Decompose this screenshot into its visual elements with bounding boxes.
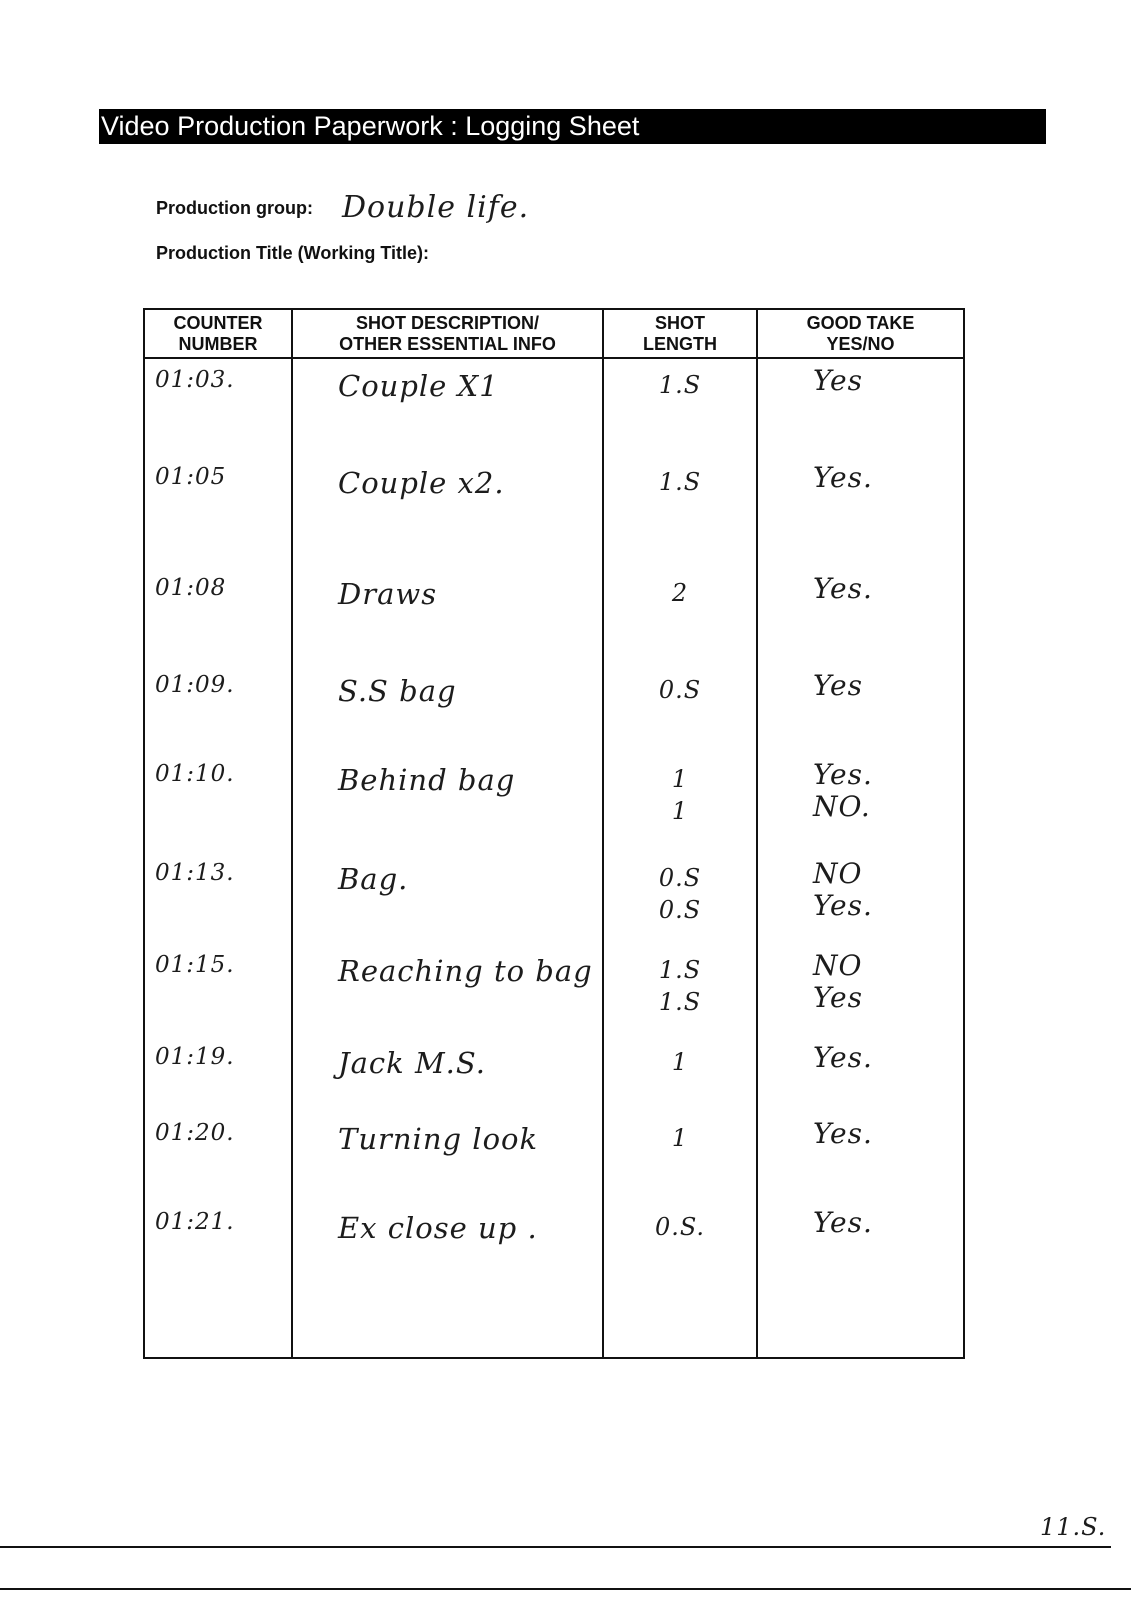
shot-description: Reaching to bag (292, 944, 603, 1036)
shot-length-value: 2 (671, 579, 689, 607)
counter-number: 01:13. (144, 852, 292, 944)
shot-length-value: 1.S (658, 988, 702, 1016)
empty-cell (292, 1317, 603, 1358)
table-row-empty (144, 1317, 964, 1358)
header-good-take: GOOD TAKE YES/NO (757, 309, 964, 358)
empty-cell (144, 1317, 292, 1358)
shot-length (603, 358, 757, 456)
table-body (144, 358, 964, 1358)
shot-description: Draws (292, 567, 603, 664)
good-take-value: NO (813, 949, 863, 982)
production-group-value: Double life. (342, 190, 530, 225)
shot-description: Turning look (292, 1112, 603, 1201)
table-header-row (144, 309, 964, 358)
empty-cell (757, 1317, 964, 1358)
shot-length-value: 1 (671, 797, 689, 825)
shot-length-value: 1.S (658, 371, 702, 399)
empty-cell (603, 1317, 757, 1358)
shot-length (603, 753, 757, 852)
good-take-value: Yes. (813, 1117, 873, 1150)
good-take (757, 1112, 964, 1201)
counter-number: 01:20. (144, 1112, 292, 1201)
table-row (144, 944, 964, 1036)
shot-length-value: 1 (671, 765, 689, 793)
good-take-value: NO. (813, 790, 871, 823)
counter-number: 01:05 (144, 456, 292, 567)
sheet-title: Video Production Paperwork : Logging Sheet (99, 109, 1046, 144)
shot-length-value: 1.S (658, 956, 702, 984)
table-row (144, 358, 964, 456)
counter-number: 01:21. (144, 1201, 292, 1317)
table-row (144, 567, 964, 664)
good-take-value: Yes (813, 669, 863, 702)
good-take-value: NO (813, 857, 863, 890)
good-take (757, 456, 964, 567)
divider-line (0, 1546, 1111, 1548)
table-row (144, 1112, 964, 1201)
counter-number: 01:08 (144, 567, 292, 664)
shot-length-value: 1 (671, 1124, 689, 1152)
shot-length (603, 664, 757, 753)
table-row (144, 1201, 964, 1317)
counter-number: 01:03. (144, 358, 292, 456)
counter-number: 01:10. (144, 753, 292, 852)
shot-length-value: 0.S (658, 896, 702, 924)
table-row (144, 852, 964, 944)
header-shot-length: SHOT LENGTH (603, 309, 757, 358)
good-take-value: Yes (813, 364, 863, 397)
shot-description: Couple x2. (292, 456, 603, 567)
shot-length-value: 1.S (658, 468, 702, 496)
good-take-value: Yes. (813, 758, 873, 791)
good-take (757, 1036, 964, 1112)
production-title-label: Production Title (Working Title): (156, 243, 429, 263)
shot-length-value: 1 (671, 1048, 689, 1076)
good-take (757, 753, 964, 852)
good-take (757, 358, 964, 456)
shot-length (603, 852, 757, 944)
good-take (757, 944, 964, 1036)
shot-length-value: 0.S. (654, 1213, 706, 1241)
table-row (144, 664, 964, 753)
shot-description: Jack M.S. (292, 1036, 603, 1112)
shot-description: Bag. (292, 852, 603, 944)
counter-number: 01:09. (144, 664, 292, 753)
good-take-value: Yes. (813, 572, 873, 605)
good-take (757, 664, 964, 753)
shot-length (603, 1112, 757, 1201)
shot-length (603, 944, 757, 1036)
production-group-label: Production group: (156, 198, 313, 218)
shot-description: Couple X1 (292, 358, 603, 456)
shot-length (603, 567, 757, 664)
header-shot-description: SHOT DESCRIPTION/ OTHER ESSENTIAL INFO (292, 309, 603, 358)
counter-number: 01:19. (144, 1036, 292, 1112)
table-row (144, 1036, 964, 1112)
shot-length (603, 1201, 757, 1317)
divider-line (0, 1588, 1131, 1590)
shot-description: S.S bag (292, 664, 603, 753)
table-row (144, 456, 964, 567)
shot-length-value: 0.S (658, 676, 702, 704)
counter-number: 01:15. (144, 944, 292, 1036)
good-take-value: Yes. (813, 1206, 873, 1239)
page-number: 11.S. (1040, 1513, 1107, 1541)
good-take (757, 1201, 964, 1317)
shot-length (603, 456, 757, 567)
good-take-value: Yes. (813, 1041, 873, 1074)
good-take (757, 567, 964, 664)
good-take-value: Yes (813, 981, 863, 1014)
shot-description: Behind bag (292, 753, 603, 852)
good-take-value: Yes. (813, 889, 873, 922)
shot-length (603, 1036, 757, 1112)
header-counter-number: COUNTER NUMBER (144, 309, 292, 358)
logging-table (143, 308, 965, 1359)
shot-length-value: 0.S (658, 864, 702, 892)
good-take (757, 852, 964, 944)
shot-description: Ex close up . (292, 1201, 603, 1317)
good-take-value: Yes. (813, 461, 873, 494)
table-row (144, 753, 964, 852)
